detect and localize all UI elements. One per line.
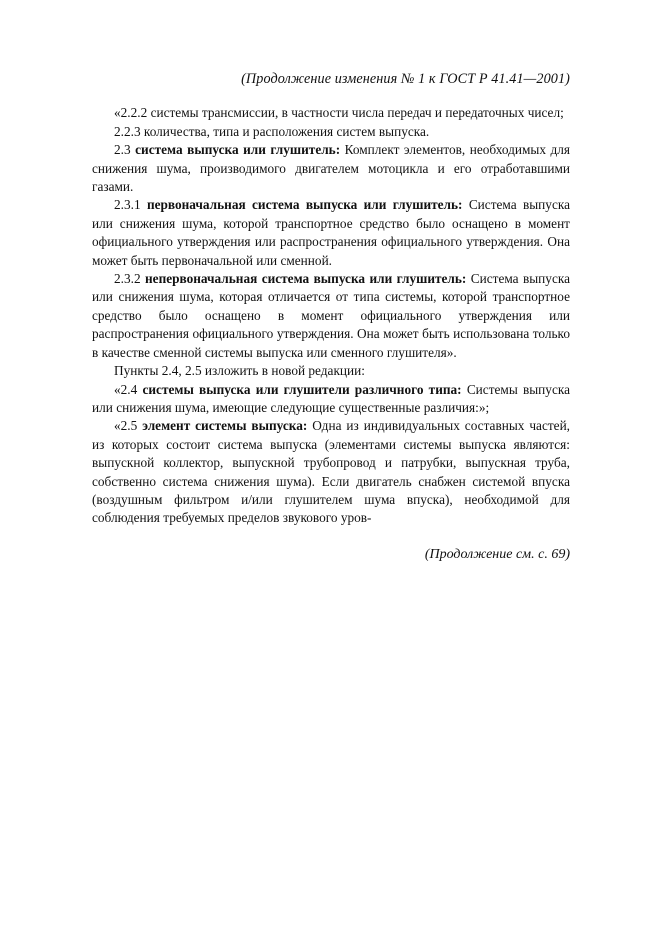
term-bold: первоначальная система выпуска или глушитель:: [146, 197, 463, 213]
paragraph-number: 2.3.2: [114, 271, 145, 287]
document-page: [92, 70, 570, 564]
definition-text: Одна из индивидуальных составных частей, из которых состоит система выпуска (элементами системы выпуска являются: выпускной коллектор, выпускной трубопровод и патрубки, выпускная труба, собственно система снижения шума). Если двигатель снабжен системой впуска (воздушным фильтром и/или глушителем шума впуска), необходимой для соблюдения требуемых пределов звукового уров-: [92, 418, 571, 526]
paragraph-2-2-2: «2.2.2 системы трансмиссии, в частности числа передач и передаточных чисел;: [114, 105, 564, 121]
paragraph-number: 2.3.1: [114, 197, 147, 213]
paragraph-2-3: [92, 141, 570, 196]
continuation-footer: (Продолжение см. с. 69): [424, 546, 570, 562]
definition-text: Система выпуска или снижения шума, которая отличается от типа системы, которой транспортное средство было оснащено в момент официального утверждения или распространения официального утверждения. Она может быть использована только в качестве сменной системы выпуска или сменного глушителя».: [92, 271, 571, 360]
definition-text: Системы выпуска или снижения шума, имеющие следующие существенные различия:»;: [92, 381, 571, 415]
paragraph-2-4: [92, 381, 570, 418]
paragraph-2-2-3: 2.2.3 количества, типа и расположения систем выпуска.: [114, 123, 430, 139]
definition-text: Комплект элементов, необходимых для снижения шума, производимого двигателем мотоцикла и его отработавшими газами.: [92, 142, 571, 195]
term-bold: непервоначальная система выпуска или глушитель:: [145, 271, 467, 287]
term-bold: системы выпуска или глушители различного типа:: [142, 381, 462, 397]
definition-text: Система выпуска или снижения шума, которой транспортное средство было оснащено в момент официального утверждения или распространения официального утверждения. Она может быть первоначальной или сменной.: [92, 197, 571, 268]
paragraph-number: 2.3: [114, 142, 136, 158]
term-bold: элемент системы выпуска:: [142, 418, 308, 434]
paragraph-2-3-1: [92, 196, 570, 270]
paragraph-2-3-2: [92, 270, 570, 362]
continuation-header: (Продолжение изменения № 1 к ГОСТ Р 41.41—2001): [241, 71, 570, 87]
paragraph-instruction: Пункты 2.4, 2.5 изложить в новой редакции:: [114, 363, 365, 379]
paragraph-number: «2.5: [114, 418, 143, 434]
paragraph-number: «2.4: [114, 381, 143, 397]
paragraph-2-5: [92, 417, 570, 527]
term-bold: система выпуска или глушитель:: [135, 142, 341, 158]
